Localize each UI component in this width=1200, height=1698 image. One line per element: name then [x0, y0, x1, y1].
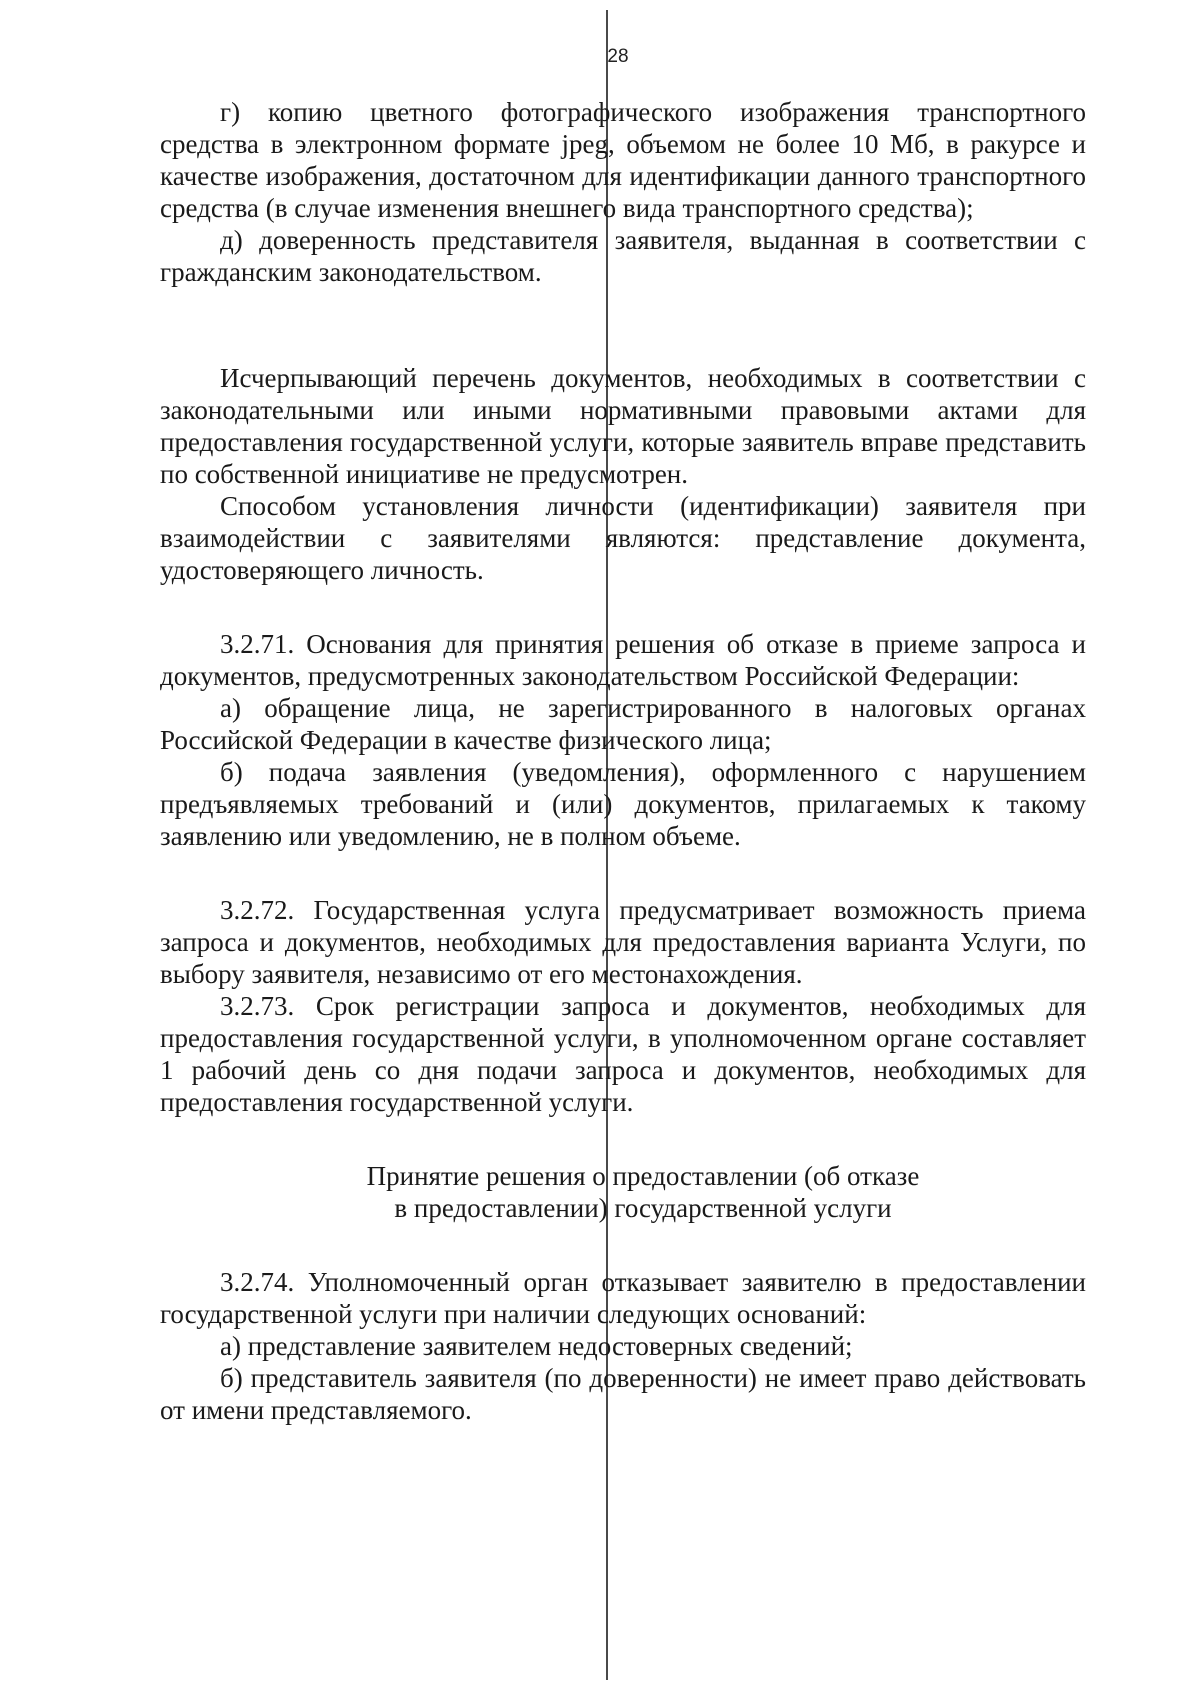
- spacer: [160, 852, 1086, 894]
- section-heading-line-1: Принятие решения о предоставлении (об отказе: [366, 1161, 920, 1191]
- spacer: [160, 586, 1086, 628]
- paragraph-3-2-74-b: б) представитель заявителя (по доверенности) не имеет право действовать от имени представляемого.: [160, 1363, 1086, 1425]
- paragraph-g-photo: г) копию цветного фотографического изображения транспортного средства в электронном формате jpeg, объемом не более 10 Мб, в ракурсе и качестве изображения, достаточном для идентификации данного транспортного средства (в случае изменения внешнего вида транспортного средства);: [160, 97, 1086, 223]
- paragraph-exhaustive-list: Исчерпывающий перечень документов, необходимых в соответствии с законодательными или иными нормативными правовыми актами для предоставления государственной услуги, которые заявитель вправе представить по собственной инициативе не предусмотрен.: [160, 363, 1086, 489]
- spacer: [160, 1118, 1086, 1160]
- paragraph-d-power-of-attorney: д) доверенность представителя заявителя, выданная в соответствии с гражданским законодательством.: [160, 225, 1086, 287]
- paragraph-3-2-71-a: а) обращение лица, не зарегистрированного в налоговых органах Российской Федерации в качестве физического лица;: [160, 693, 1086, 755]
- document-body: [160, 96, 1086, 1426]
- page-number: 28: [607, 46, 629, 67]
- paragraph-3-2-71: 3.2.71. Основания для принятия решения об отказе в приеме запроса и документов, предусмотренных законодательством Российской Федерации:: [160, 629, 1086, 691]
- paragraph-identification: Способом установления личности (идентификации) заявителя при взаимодействии с заявителями являются: представление документа, удостоверяющего личность.: [160, 491, 1086, 585]
- paragraph-3-2-73: 3.2.73. Срок регистрации запроса и документов, необходимых для предоставления государственной услуги, в уполномоченном органе составляет 1 рабочий день со дня подачи запроса и документов, необходимых для предоставления государственной услуги.: [160, 991, 1086, 1117]
- paragraph-3-2-74: 3.2.74. Уполномоченный орган отказывает заявителю в предоставлении государственной услуги при наличии следующих оснований:: [160, 1267, 1086, 1329]
- paragraph-3-2-74-a: а) представление заявителем недостоверных сведений;: [220, 1331, 853, 1361]
- paragraph-3-2-71-b: б) подача заявления (уведомления), оформленного с нарушением предъявляемых требований и (или) документов, прилагаемых к такому заявлению или уведомлению, не в полном объеме.: [160, 757, 1086, 851]
- section-heading-line-2: в предоставлении) государственной услуги: [394, 1193, 892, 1223]
- paragraph-3-2-72: 3.2.72. Государственная услуга предусматривает возможность приема запроса и документов, необходимых для предоставления варианта Услуги, по выбору заявителя, независимо от его местонахождения.: [160, 895, 1086, 989]
- spacer: [160, 1224, 1086, 1266]
- spacer: [160, 288, 1086, 362]
